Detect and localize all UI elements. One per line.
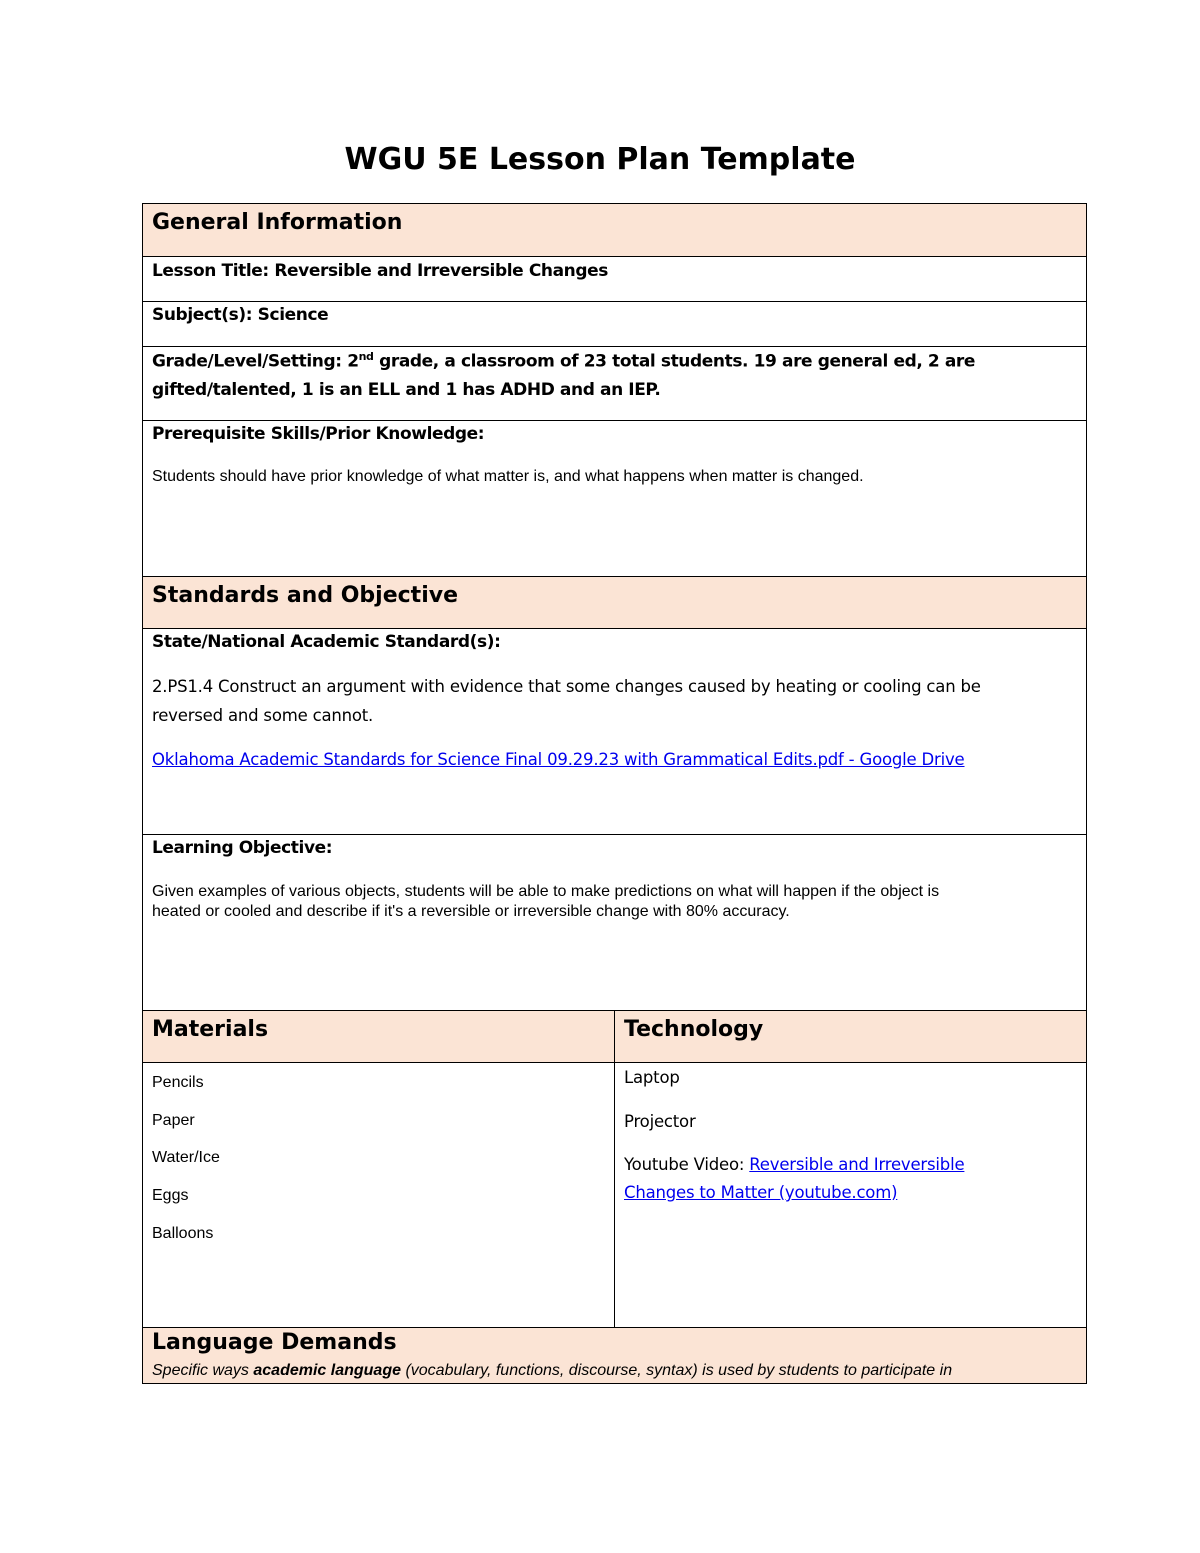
list-item: Pencils bbox=[152, 1074, 204, 1091]
standard-line-1: 2.PS1.4 Construct an argument with evidence that some changes caused by heating or cooling can be bbox=[152, 677, 981, 696]
list-item: Balloons bbox=[152, 1224, 214, 1242]
materials-heading: Materials bbox=[152, 1017, 269, 1042]
technology-header bbox=[614, 1010, 1087, 1063]
materials-list bbox=[152, 1064, 220, 1253]
subject-value: Science bbox=[257, 305, 329, 325]
language-demands-description bbox=[152, 1362, 952, 1380]
objective-line-1: Given examples of various objects, students will be able to make predictions on what will happen if the object is bbox=[152, 883, 940, 900]
subject-row bbox=[152, 305, 328, 325]
grade-line-1-text: grade, a classroom of 23 total students. 19 are general ed, 2 are bbox=[379, 351, 976, 372]
language-desc-prefix: Specific ways bbox=[152, 1362, 249, 1379]
learning-objective-label: Learning Objective: bbox=[152, 838, 333, 858]
grade-line-1 bbox=[152, 350, 975, 372]
prerequisite-text: Students should have prior knowledge of what matter is, and what happens when matter is changed. bbox=[152, 468, 864, 485]
lesson-title-row bbox=[152, 261, 608, 281]
standards-objective-header bbox=[142, 576, 1087, 629]
document-title: WGU 5E Lesson Plan Template bbox=[344, 142, 856, 177]
lesson-title-value: Reversible and Irreversible Changes bbox=[274, 261, 608, 281]
technology-heading: Technology bbox=[624, 1017, 764, 1042]
grade-superscript: nd bbox=[358, 350, 374, 363]
learning-objective-cell bbox=[142, 834, 1087, 1011]
youtube-video-row bbox=[624, 1155, 964, 1174]
language-demands-heading: Language Demands bbox=[152, 1330, 397, 1355]
general-information-header bbox=[142, 203, 1087, 257]
grade-label: Grade/Level/Setting: bbox=[152, 351, 342, 372]
lesson-title-label: Lesson Title: bbox=[152, 261, 269, 281]
standards-objective-heading: Standards and Objective bbox=[152, 583, 459, 608]
grade-line-2: gifted/talented, 1 is an ELL and 1 has ADHD and an IEP. bbox=[152, 380, 661, 400]
technology-item-laptop: Laptop bbox=[624, 1068, 680, 1087]
technology-cell bbox=[614, 1062, 1087, 1328]
materials-header bbox=[142, 1010, 615, 1063]
subject-label: Subject(s): bbox=[152, 305, 253, 325]
list-item: Eggs bbox=[152, 1187, 189, 1205]
language-desc-bold: academic language bbox=[253, 1362, 401, 1379]
grade-number: 2 bbox=[347, 351, 359, 372]
language-demands-header bbox=[142, 1327, 1087, 1384]
technology-item-projector: Projector bbox=[624, 1112, 696, 1131]
standards-document-link[interactable]: Oklahoma Academic Standards for Science Final 09.29.23 with Grammatical Edits.pdf - Google Drive bbox=[152, 750, 965, 769]
standards-label: State/National Academic Standard(s): bbox=[152, 632, 501, 652]
youtube-video-label: Youtube Video: bbox=[624, 1155, 745, 1174]
standard-line-2: reversed and some cannot. bbox=[152, 706, 374, 725]
youtube-video-link[interactable]: Reversible and Irreversible bbox=[749, 1155, 965, 1174]
prerequisite-label: Prerequisite Skills/Prior Knowledge: bbox=[152, 424, 485, 444]
standards-cell bbox=[142, 628, 1087, 835]
list-item: Water/Ice bbox=[152, 1149, 220, 1167]
list-item: Paper bbox=[152, 1111, 195, 1129]
youtube-video-link-continued[interactable]: Changes to Matter (youtube.com) bbox=[624, 1183, 898, 1202]
prerequisite-cell bbox=[142, 420, 1087, 577]
language-desc-rest: (vocabulary, functions, discourse, syntax) is used by students to participate in bbox=[405, 1362, 953, 1379]
subject-cell bbox=[142, 301, 1087, 347]
grade-level-cell bbox=[142, 346, 1087, 421]
lesson-title-cell bbox=[142, 256, 1087, 302]
objective-line-2: heated or cooled and describe if it's a reversible or irreversible change with 80% accuracy. bbox=[152, 903, 790, 920]
materials-cell bbox=[142, 1062, 615, 1328]
general-information-heading: General Information bbox=[152, 210, 403, 235]
